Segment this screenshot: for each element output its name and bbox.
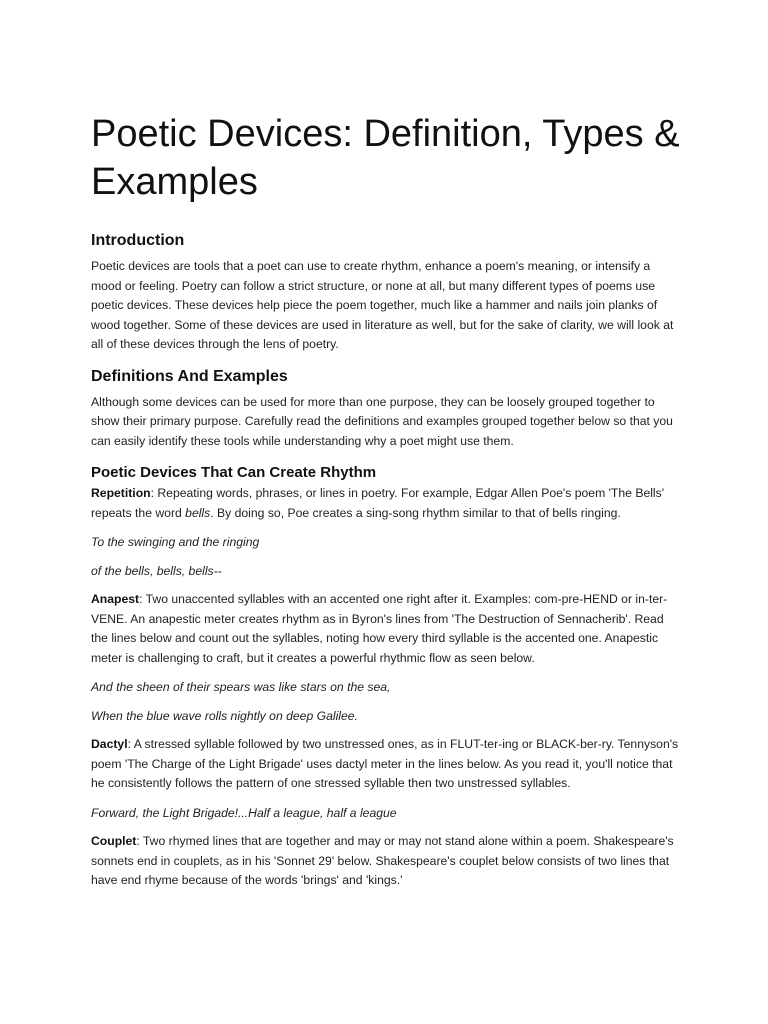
anapest-text: : Two unaccented syllables with an accented one right after it. Examples: com-pre-HEND or in-ter-VENE. An anapestic meter creates rhythm as in Byron's lines from 'The Destruction of Sennacherib'. Read the lines below and count out the syllables, noting how every third syllable is the accented one. Anapestic meter is challenging to craft, but it creates a powerful rhythmic flow as seen below.	[91, 592, 668, 665]
rhythm-heading: Poetic Devices That Can Create Rhythm	[91, 464, 377, 481]
dactyl-term: Dactyl	[91, 737, 128, 751]
repetition-text-a: : Repeating words, phrases, or lines in poetry. For example, Edgar Allen Poe's poem 'The Bells' repeats the word	[91, 486, 665, 520]
anapest-quote-2: When the blue wave rolls nightly on deep Galilee.	[91, 708, 358, 723]
definitions-paragraph: Although some devices can be used for more than one purpose, they can be loosely grouped together to show their primary purpose. Carefully read the definitions and examples grouped together below so that you can easily identify these tools while understanding why a poet might use them.	[91, 394, 673, 448]
anapest-quote-1: And the sheen of their spears was like stars on the sea,	[91, 680, 391, 694]
repetition-emphasis: bells	[185, 505, 211, 520]
repetition-paragraph	[91, 484, 681, 523]
introduction-section	[91, 231, 681, 355]
document-page	[91, 110, 681, 901]
repetition-term: Repetition	[91, 486, 151, 500]
couplet-text: : Two rhymed lines that are together and may or may not stand alone within a poem. Shakespeare's sonnets end in couplets, as in his 'Sonnet 29' below. Shakespeare's couplet below consists of two lines that have end rhyme because of the words 'brings' and 'kings.'	[91, 834, 674, 887]
introduction-paragraph: Poetic devices are tools that a poet can use to create rhythm, enhance a poem's meaning, or intensify a mood or feeling. Poetry can follow a strict structure, or none at all, but many different types of poems use poetic devices. These devices help piece the poem together, much like a hammer and nails join planks of wood together. Some of these devices are used in literature as well, but for the sake of clarity, we will look at all of these devices through the lens of poetry.	[91, 259, 674, 351]
introduction-heading: Introduction	[91, 232, 185, 249]
anapest-term: Anapest	[91, 592, 140, 606]
rhythm-section	[91, 463, 681, 891]
dactyl-quote-1: Forward, the Light Brigade!...Half a league, half a league	[91, 805, 397, 820]
dactyl-paragraph	[91, 735, 681, 794]
anapest-paragraph	[91, 590, 681, 668]
couplet-paragraph	[91, 832, 681, 891]
couplet-term: Couplet	[91, 834, 137, 848]
repetition-quote-1: To the swinging and the ringing	[91, 535, 260, 549]
repetition-text-b: . By doing so, Poe creates a sing-song rhythm similar to that of bells ringing.	[210, 505, 621, 520]
dactyl-text: : A stressed syllable followed by two unstressed ones, as in FLUT-ter-ing or BLACK-ber-ry. Tennyson's poem 'The Charge of the Light Brigade' uses dactyl meter in the lines below. As you read it, you'll notice that he consistently follows the pattern of one stressed syllable then two unstressed syllables.	[91, 737, 679, 790]
repetition-quote-2: of the bells, bells, bells--	[91, 563, 222, 578]
definitions-heading: Definitions And Examples	[91, 367, 288, 385]
definitions-section	[91, 367, 681, 452]
page-title: Poetic Devices: Definition, Types & Examples	[91, 113, 680, 203]
